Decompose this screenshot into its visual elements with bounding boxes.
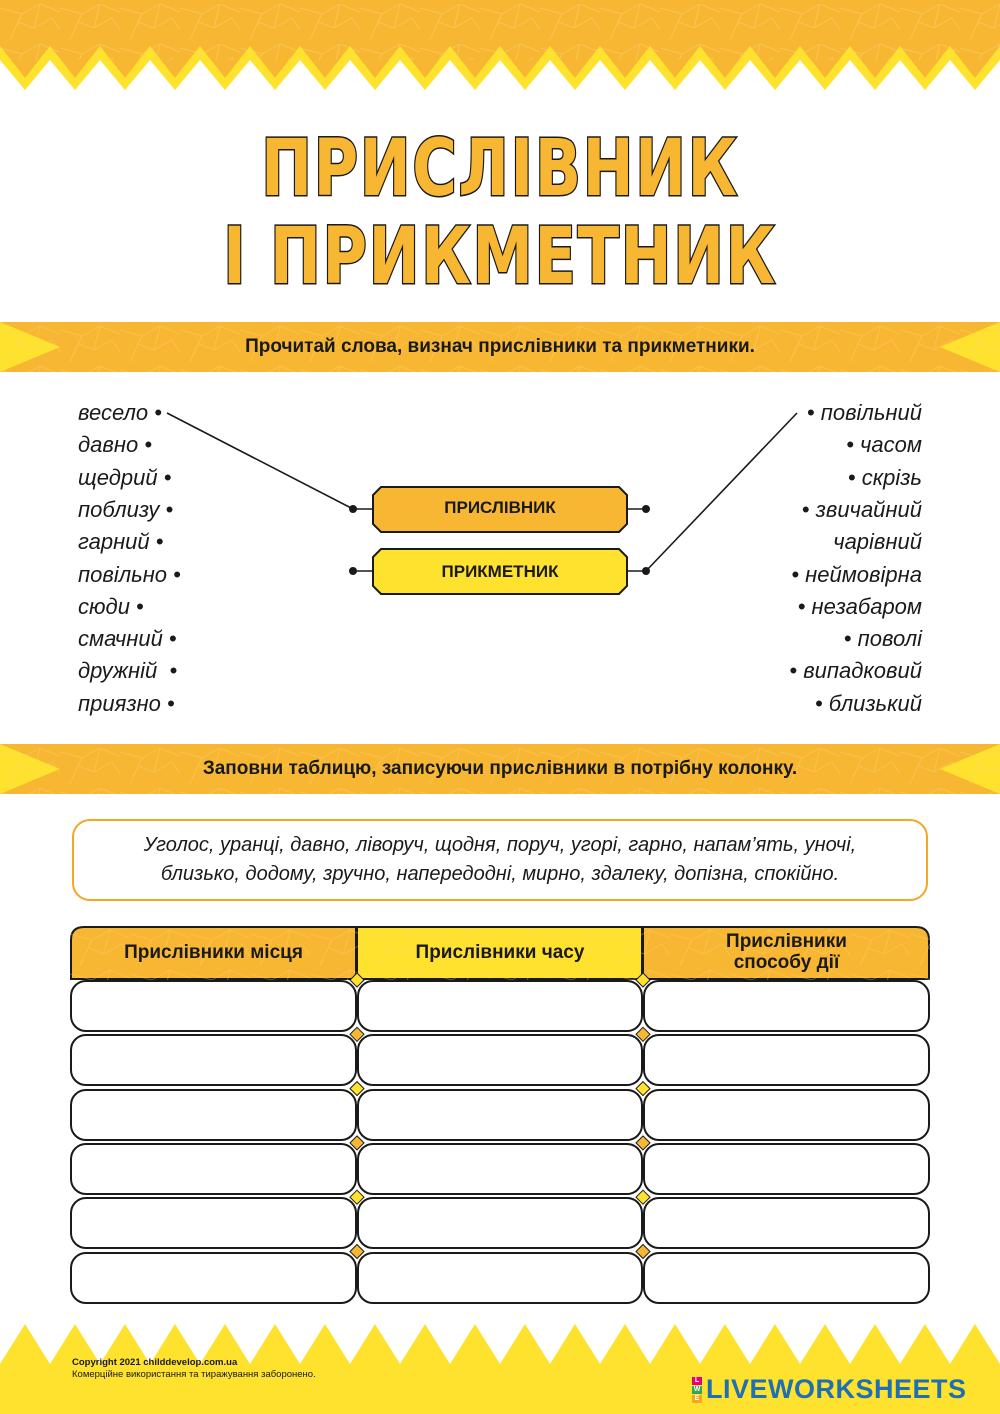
- left-word-item[interactable]: щедрий •: [78, 464, 172, 490]
- header-place: Прислівники місця: [124, 941, 303, 963]
- diamond-ornament: [350, 1190, 364, 1204]
- right-word-item[interactable]: • часом: [846, 432, 922, 458]
- task1-instruction: Прочитай слова, визнач прислівники та прикметники.: [245, 336, 755, 357]
- left-word-item[interactable]: повільно •: [78, 561, 181, 587]
- right-word-item[interactable]: чарівний: [833, 529, 922, 555]
- right-word-item[interactable]: • поволі: [843, 626, 922, 652]
- header-manner: Прислівники способу дії: [726, 931, 847, 973]
- right-word-item[interactable]: • неймовірна: [791, 561, 922, 587]
- diamond-ornament: [636, 1245, 650, 1259]
- right-word-item[interactable]: • повільний: [806, 400, 922, 425]
- task2-instruction: Заповни таблицю, записуючи прислівники в потрібну колонку.: [202, 758, 798, 779]
- left-word-item[interactable]: давно •: [78, 432, 153, 458]
- right-word-item[interactable]: • скрізь: [847, 464, 922, 490]
- diamond-ornament: [636, 1027, 650, 1041]
- liveworksheets-text: LIVEWORKSHEETS: [706, 1374, 967, 1404]
- copyright-notice: Комерційне використання та тиражування заборонено.: [72, 1369, 316, 1380]
- left-word-item[interactable]: приязно •: [78, 690, 175, 716]
- diamond-ornament: [350, 1027, 364, 1041]
- header-time: Прислівники часу: [415, 941, 585, 963]
- copyright-text: Copyright 2021 childdevelop.com.ua: [72, 1357, 238, 1368]
- diamond-ornament: [350, 1136, 364, 1150]
- top-zigzag-border: [0, 0, 1000, 90]
- diamond-ornament: [636, 1190, 650, 1204]
- word-bank-line-2: близько, додому, зручно, напередодні, мирно, здалеку, допізна, спокійно.: [160, 863, 840, 885]
- diamond-ornament: [350, 973, 364, 987]
- right-word-item[interactable]: • близький: [814, 690, 922, 716]
- cell-diamond-decorations: [0, 960, 1000, 1360]
- lwe-blocks-icon: L W E: [693, 1376, 701, 1402]
- diamond-ornament: [350, 1082, 364, 1096]
- diamond-ornament: [350, 1245, 364, 1259]
- diamond-ornament: [636, 1136, 650, 1150]
- left-word-item[interactable]: дружній •: [78, 658, 178, 684]
- right-word-item[interactable]: • випадковий: [789, 658, 922, 684]
- title-line-1: ПРИСЛІВНИК: [261, 124, 739, 214]
- word-bank-line-1: Уголос, уранці, давно, ліворуч, щодня, поруч, угорі, гарно, напам’ять, уночі,: [143, 834, 857, 856]
- title-line-2: І ПРИКМЕТНИК: [223, 212, 777, 302]
- diamond-ornament: [636, 1082, 650, 1096]
- right-word-item[interactable]: • звичайний: [801, 496, 922, 522]
- liveworksheets-logo: [692, 1374, 967, 1405]
- right-word-item[interactable]: • незабаром: [797, 593, 922, 619]
- adverb-box[interactable]: ПРИСЛІВНИК: [444, 498, 556, 517]
- left-word-item[interactable]: гарний •: [78, 529, 164, 555]
- left-word-item[interactable]: поблизу •: [78, 496, 174, 522]
- adjective-box[interactable]: ПРИКМЕТНИК: [441, 562, 559, 581]
- left-word-item[interactable]: сюди •: [78, 593, 144, 619]
- left-word-item[interactable]: смачний •: [78, 626, 177, 652]
- left-word-item[interactable]: весело •: [78, 400, 162, 425]
- diamond-ornament: [636, 973, 650, 987]
- footer-copyright: [72, 1357, 316, 1381]
- word-bank-box: [72, 819, 928, 901]
